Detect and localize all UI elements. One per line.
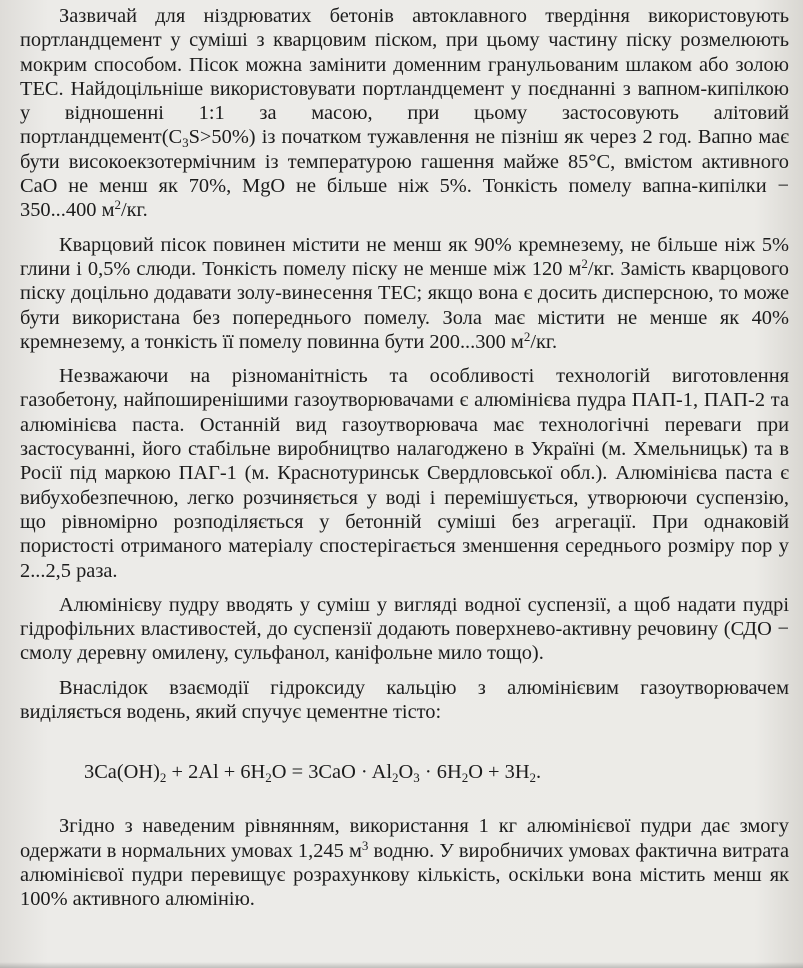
paragraph-hydrogen-yield: Згідно з наведеним рівнянням, використання 1 кг алюмінієвої пудри дає змогу одержати в нормальних умовах 1,245 $м^3$ водню. У виробничих умовах фактична витрата алюмінієвої пудри перевищує розрахункову кількість, оскільки вона містить менш як 100% активного алюмінію. [20,815,789,911]
page-bottom-edge [0,962,803,968]
paragraph-quartz-sand: Кварцовий пісок повинен містити не менш як 90% кремнезему, не більше ніж 5% глини і 0,5% слюди. Тонкість помелу піску не менше між 120 $м^2/кг$. Замість кварцового піску доцільно додавати золу-винесення ТЕС; якщо вона є досить дисперсною, то може бути використана без попереднього помелу. Зола має містити не менше як 40% кремнезему, а тонкість її помелу повинна бути 200...300 $м^2/кг$. [20,233,789,353]
paragraph-gas-forming-agents: Незважаючи на різноманітність та особливості технологій виготовлення газобетону, найпоширенішими газоутворювачами є алюмінієва пудра ПАП-1, ПАП-2 та алюмінієва паста. Останній вид газоутворювача має технологічні переваги при застосуванні, його стабільне виробництво налагоджено в Україні (м. Хмельницьк) та в Росії під маркою ПАГ-1 (м. Краснотуринськ Свердловської обл.). Алюмінієва паста є вибухобезпечною, легко розчиняється у воді і перемішується, утворюючи суспензію, що рівномірно розподіляється у бетонній суміші без агрегації. При однаковій пористості отриманого матеріалу спостерігається зменшення середнього розміру пор у 2...2,5 раза. [20,365,789,582]
paragraph-aluminium-suspension: Алюмінієву пудру вводять у суміш у вигляді водної суспензії, а щоб надати пудрі гідрофільних властивостей, до суспензії додають поверхнево-активну речовину (СДО − смолу деревну омилену, сульфанол, каніфольне мило тощо). [20,593,789,665]
chemical-equation: $3Ca(OH)_2 + 2Al + 6H_2O = 3CaO \cdot Al_2O_3 \cdot 6H_2O + 3H_2$. [84,761,542,786]
paragraph-reaction-intro: Внаслідок взаємодії гідроксиду кальцію з алюмінієвим газоутворювачем виділяється водень, який спучує цементне тісто: [20,676,789,724]
paragraph-autoclave-materials: Зазвичай для ніздрюватих бетонів автоклавного твердіння використовують портландцемент у суміші з кварцовим піском, при цьому частину піску розмелюють мокрим способом. Пісок можна замінити доменним гранульованим шлаком або золою ТЕС. Найдоцільніше використовувати портландцемент у поєднанні з вапном-кипілкою у відношенні 1:1 за масою, при цьому застосовують алітовий $портландцемент(C_3S>50\%)$ із початком тужавлення не пізніш як через 2 год. Вапно має бути високоекзотермічним із температурою гашення майже 85°С, вмістом активного CaO не менш як 70%, MgO не більше ніж 5%. Тонкість помелу вапна-кипілки − 350...400 $м^2/кг$. [20,5,789,222]
